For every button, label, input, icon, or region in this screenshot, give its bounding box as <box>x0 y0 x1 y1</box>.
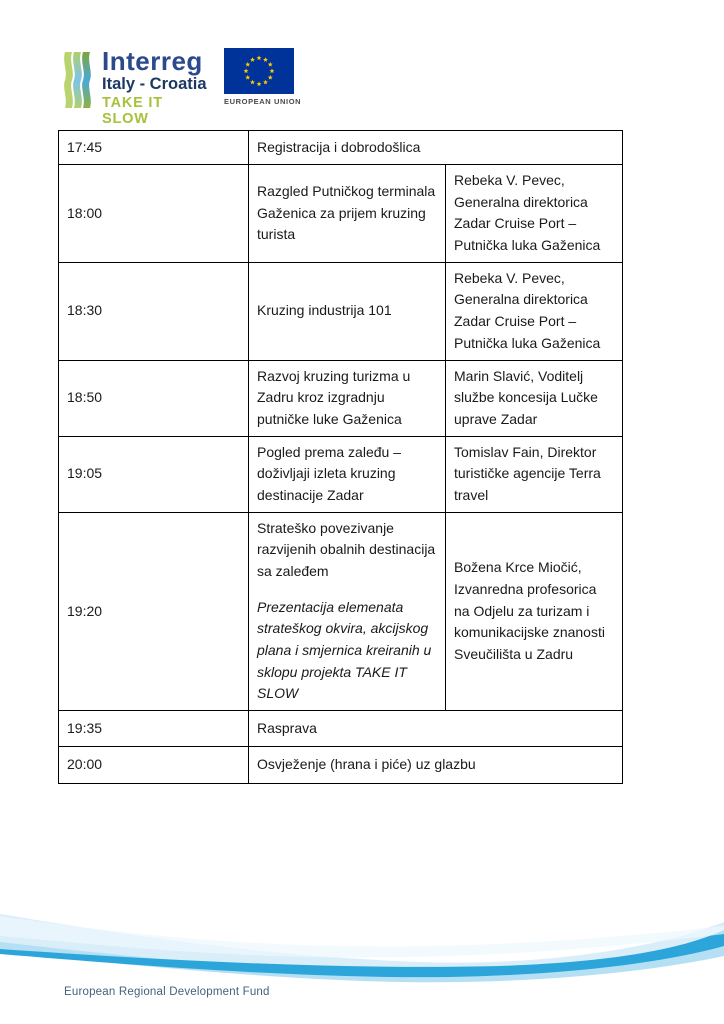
agenda-table <box>58 130 623 784</box>
table-row <box>59 131 623 165</box>
time-cell: 18:30 <box>59 262 249 360</box>
topic-cell: Registracija i dobrodošlica <box>249 131 623 165</box>
speaker-cell: Božena Krce Miočić, Izvanredna profesorica na Odjelu za turizam i komunikacijske znanosti Sveučilišta u Zadru <box>446 512 623 711</box>
table-row <box>59 747 623 784</box>
logo-project-text: TAKE IT SLOW <box>102 94 163 127</box>
speaker-cell: Rebeka V. Pevec, Generalna direktorica Zadar Cruise Port – Putnička luka Gaženica <box>446 262 623 360</box>
speaker-cell: Marin Slavić, Voditelj službe koncesija Lučke uprave Zadar <box>446 360 623 436</box>
interreg-logo <box>62 48 301 127</box>
speaker-cell: Tomislav Fain, Direktor turističke agencije Terra travel <box>446 436 623 512</box>
eu-flag-block <box>224 48 301 106</box>
time-cell: 18:50 <box>59 360 249 436</box>
time-cell: 19:05 <box>59 436 249 512</box>
topic-cell: Razgled Putničkog terminala Gaženica za prijem kruzing turista <box>249 165 446 263</box>
footer-wave-graphic <box>0 900 724 990</box>
topic-note: Prezentacija elemenata strateškog okvira, akcijskog plana i smjernica kreiranih u sklopu projekta TAKE IT SLOW <box>257 598 432 702</box>
time-cell: 20:00 <box>59 747 249 784</box>
topic-cell: Osvježenje (hrana i piće) uz glazbu <box>249 747 623 784</box>
erdf-fund-label: European Regional Development Fund <box>64 986 270 998</box>
interreg-wave-icon <box>62 50 96 110</box>
eu-union-label: EUROPEAN UNION <box>224 97 302 106</box>
topic-cell: Pogled prema zaleđu – doživljaji izleta kruzing destinacije Zadar <box>249 436 446 512</box>
table-row <box>59 360 623 436</box>
table-row <box>59 262 623 360</box>
table-row <box>59 711 623 747</box>
topic-cell <box>249 512 446 711</box>
eu-flag-icon <box>224 48 294 94</box>
table-row <box>59 165 623 263</box>
topic-cell: Razvoj kruzing turizma u Zadru kroz izgradnju putničke luke Gaženica <box>249 360 446 436</box>
time-cell: 18:00 <box>59 165 249 263</box>
topic-cell: Kruzing industrija 101 <box>249 262 446 360</box>
topic-cell: Rasprava <box>249 711 623 747</box>
time-cell: 17:45 <box>59 131 249 165</box>
time-cell: 19:20 <box>59 512 249 711</box>
logo-brand-text: Interreg <box>102 46 203 76</box>
time-cell: 19:35 <box>59 711 249 747</box>
logo-program-text: Italy - Croatia <box>102 75 207 93</box>
topic-title: Strateško povezivanje razvijenih obalnih destinacija sa zaleđem <box>257 519 436 579</box>
table-row <box>59 436 623 512</box>
speaker-cell: Rebeka V. Pevec, Generalna direktorica Zadar Cruise Port – Putnička luka Gaženica <box>446 165 623 263</box>
table-row <box>59 512 623 711</box>
